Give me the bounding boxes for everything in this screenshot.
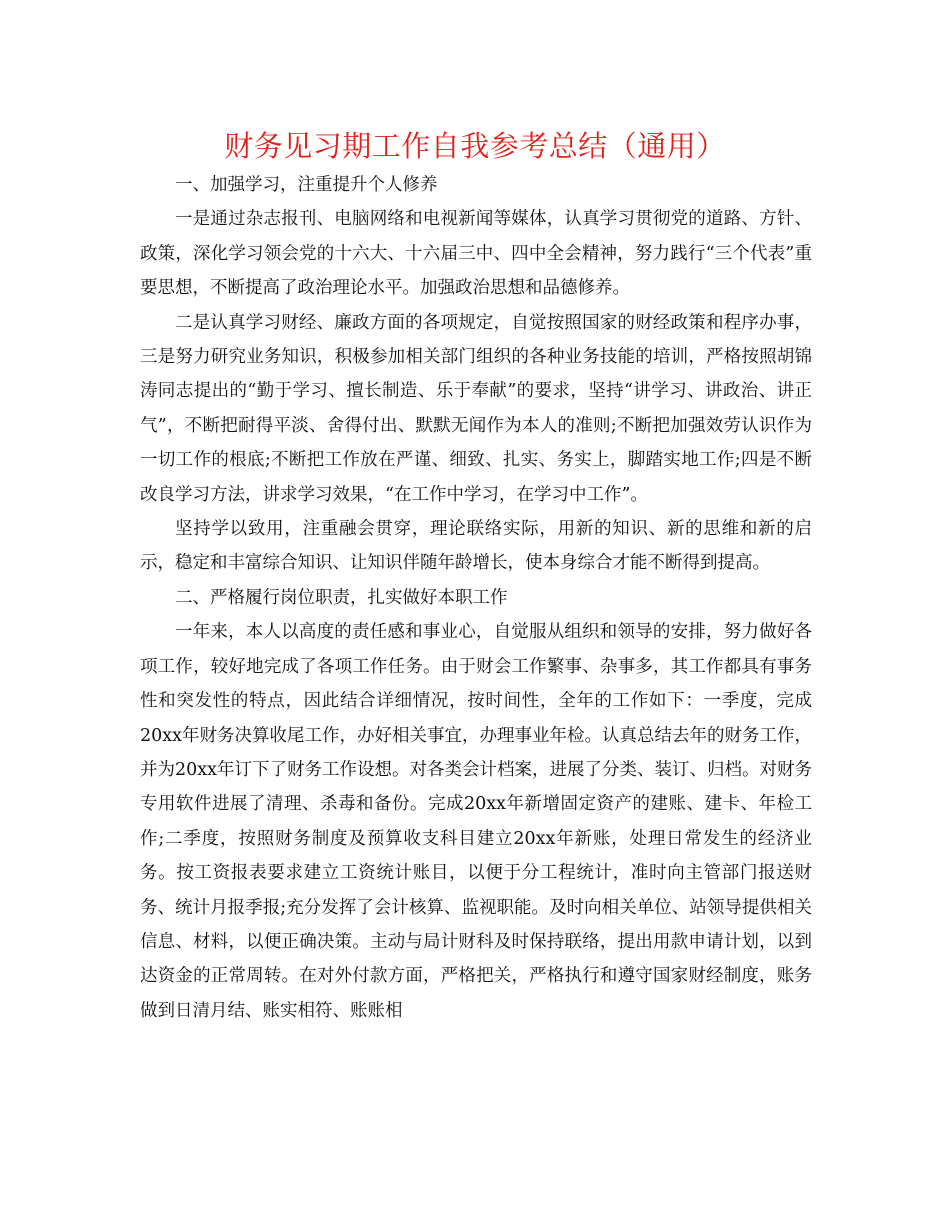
paragraph-1: 一是通过杂志报刊、电脑网络和电视新闻等媒体，认真学习贯彻党的道路、方针、政策，深化学习领会党的十六大、十六届三中、四中全会精神，努力践行“三个代表”重要思想，不断提高了政治理论水平。加强政治思想和品德修养。 xyxy=(140,209,812,299)
document-title: 财务见习期工作自我参考总结（通用） xyxy=(224,129,726,163)
paragraph-4: 一年来，本人以高度的责任感和事业心，自觉服从组织和领导的安排，努力做好各项工作，较好地完成了各项工作任务。由于财会工作繁事、杂事多，其工作都具有事务性和突发性的特点，因此结合详细情况，按时间性，全年的工作如下：一季度，完成20xx年财务决算收尾工作，办好相关事宜，办理事业年检。认真总结去年的财务工作，并为20xx年订下了财务工作设想。对各类会计档案，进展了分类、装订、归档。对财务专用软件进展了清理、杀毒和备份。完成20xx年新增固定资产的建账、建卡、年检工作;二季度，按照财务制度及预算收支科目建立20xx年新账，处理日常发生的经济业务。按工资报表要求建立工资统计账目，以便于分工程统计，准时向主管部门报送财务、统计月报季报;充分发挥了会计核算、监视职能。及时向相关单位、站领导提供相关信息、材料，以便正确决策。主动与局计财科及时保持联络，提出用款申请计划，以到达资金的正常周转。在对外付款方面，严格把关，严格执行和遵守国家财经制度，账务做到日清月结、账实相符、账账相 xyxy=(140,622,813,1021)
section-heading-2: 二、严格履行岗位职责，扎实做好本职工作 xyxy=(175,587,508,608)
document-body xyxy=(140,168,812,1028)
section-heading-1: 一、加强学习，注重提升个人修养 xyxy=(175,175,438,195)
paragraph-2: 二是认真学习财经、廉政方面的各项规定，自觉按照国家的财经政策和程序办事，三是努力研究业务知识，积极参加相关部门组织的各种业务技能的培训，严格按照胡锦涛同志提出的“勤于学习、擅长制造、乐于奉献”的要求，坚持“讲学习、讲政治、讲正气”，不断把耐得平淡、舍得付出、默默无闻作为本人的准则;不断把加强效劳认识作为一切工作的根底;不断把工作放在严谨、细致、扎实、务实上，脚踏实地工作;四是不断改良学习方法，讲求学习效果，“在工作中学习，在学习中工作”。 xyxy=(140,312,812,505)
paragraph-3: 坚持学以致用，注重融会贯穿，理论联络实际，用新的知识、新的思维和新的启示，稳定和丰富综合知识、让知识伴随年龄增长，使本身综合才能不断得到提高。 xyxy=(140,519,812,574)
